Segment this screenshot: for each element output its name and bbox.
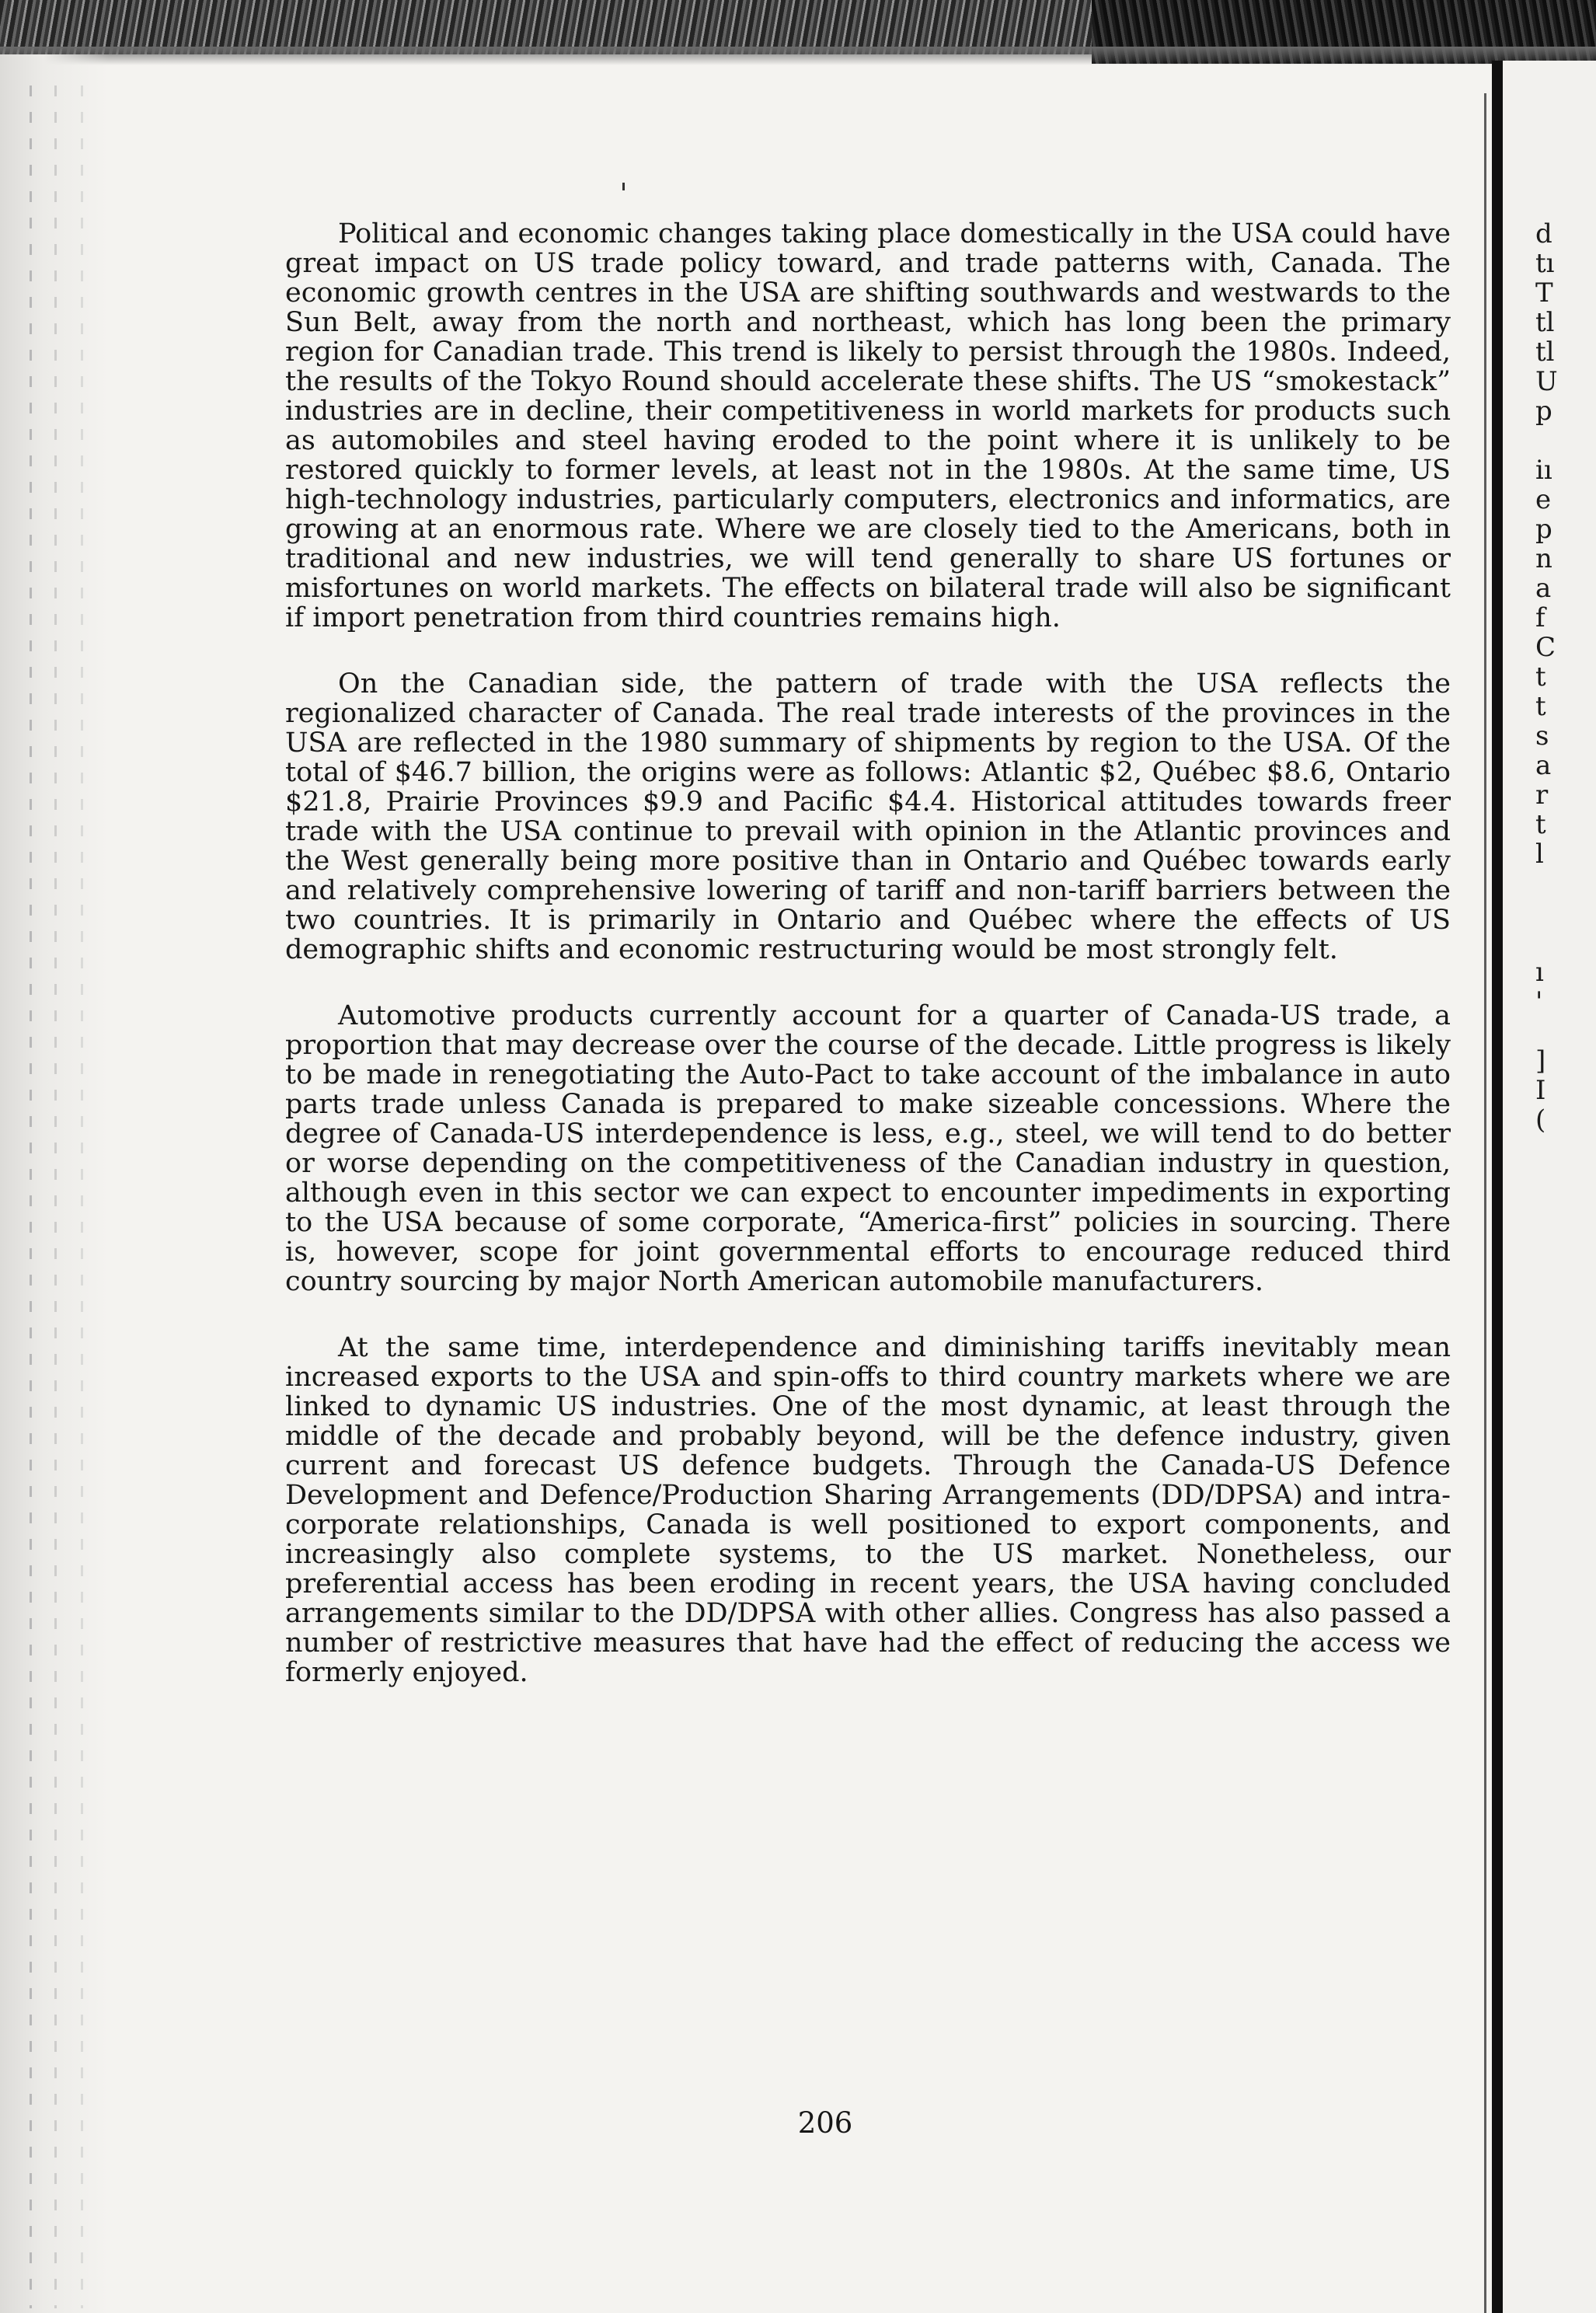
facing-page-line: e xyxy=(1535,484,1552,515)
facing-page-line: T xyxy=(1535,277,1553,309)
facing-page-line: l xyxy=(1535,839,1544,870)
page-number: 206 xyxy=(797,2106,853,2140)
facing-page-line xyxy=(1535,928,1596,958)
book-binding-edge xyxy=(1492,61,1503,2313)
paragraph-canadian-side: On the Canadian side, the pattern of trade with the USA reflects the regionalized character of Canada. The real trade interests of the provinces in the USA are reflected in the 1980 summary of shipments by region to the USA. Of the total of $46.7 billion, the origins were as follows: Atlantic $2, Québec $8.6, Ontario $21.8, Prairie Provinces $9.9 and Pacific $4.4. Historical attitudes towards freer trade with the USA continue to prevail with opinion in the Atlantic provinces and the West generally being more positive than in Ontario and Québec towards early and relatively comprehensive lowering of tariff and non-tariff barriers between the two countries. It is primarily in Ontario and Québec where the effects of US demographic shifts and economic restructuring would be most strongly felt. xyxy=(285,668,1451,965)
facing-page-line: f xyxy=(1535,602,1545,633)
facing-page-line: ' xyxy=(1535,986,1543,1017)
facing-page-line: r xyxy=(1535,780,1549,811)
facing-page-line: ı xyxy=(1535,957,1544,988)
facing-page-line: p xyxy=(1535,396,1552,427)
facing-page-line: d xyxy=(1535,219,1552,249)
facing-page-line: a xyxy=(1535,750,1552,781)
facing-page-line: U xyxy=(1535,366,1558,397)
facing-page-line: s xyxy=(1535,720,1549,752)
facing-page-line: a xyxy=(1535,573,1552,604)
facing-page-line: C xyxy=(1535,632,1556,663)
facing-page-line xyxy=(1535,426,1596,455)
binding-shadow-line xyxy=(1484,93,1486,2313)
gutter-speckle-line xyxy=(30,85,32,2308)
facing-page-line xyxy=(1535,1017,1596,1046)
facing-page-line: t xyxy=(1535,691,1546,722)
page-body xyxy=(285,219,1451,1687)
facing-page-line: tl xyxy=(1535,307,1555,338)
facing-page-line: n xyxy=(1535,543,1552,574)
gutter-speckle-line xyxy=(54,85,57,2308)
facing-page-line xyxy=(1535,898,1596,928)
print-mark xyxy=(622,183,625,190)
facing-page-line: iı xyxy=(1535,455,1552,486)
gutter-speckle-line xyxy=(81,85,83,2308)
facing-page-line: ( xyxy=(1535,1104,1546,1135)
facing-page-line xyxy=(1535,869,1596,898)
facing-page-line: ] xyxy=(1535,1045,1546,1076)
facing-page-line: t xyxy=(1535,661,1546,693)
facing-page-line: t xyxy=(1535,809,1546,840)
left-page-gutter xyxy=(0,54,109,2313)
facing-page-line: p xyxy=(1535,514,1552,545)
facing-page-line: tl xyxy=(1535,337,1555,368)
paragraph-defence-industry: At the same time, interdependence and diminishing tariffs inevitably mean increased exports to the USA and spin-offs to third country markets where we are linked to dynamic US industries. One of the most dynamic, at least through the middle of the decade and probably beyond, will be the defence industry, given current and forecast US defence budgets. Through the Canada-US Defence Development and Defence/Production Sharing Arrangements (DD/DPSA) and intra-corporate relationships, Canada is well positioned to export components, and increasingly also complete systems, to the US market. Nonetheless, our preferential access has been eroding in recent years, the USA having concluded arrangements similar to the DD/DPSA with other allies. Congress has also passed a number of restrictive measures that have had the effect of reducing the access we formerly enjoyed. xyxy=(285,1332,1451,1688)
facing-page-text-fragments xyxy=(1535,219,1596,1135)
page-top-shadow xyxy=(0,47,1596,65)
facing-page-line: tı xyxy=(1535,248,1555,279)
paragraph-automotive-products: Automotive products currently account for a quarter of Canada-US trade, a proportion that may decrease over the course of the decade. Little progress is likely to be made in renegotiating the Auto-Pact to take account of the imbalance in auto parts trade unless Canada is prepared to make sizeable concessions. Where the degree of Canada-US interdependence is less, e.g., steel, we will tend to do better or worse depending on the competitiveness of the Canadian industry in question, although even in this sector we can expect to encounter impediments in exporting to the USA because of some corporate, “America-first” policies in sourcing. There is, however, scope for joint governmental efforts to encourage reduced third country sourcing by major North American automobile manufacturers. xyxy=(285,1000,1451,1297)
facing-page-line: I xyxy=(1535,1075,1546,1106)
paragraph-political-economic-changes: Political and economic changes taking place domestically in the USA could have great impact on US trade policy toward, and trade patterns with, Canada. The economic growth centres in the USA are shifting southwards and westwards to the Sun Belt, away from the north and northeast, which has long been the primary region for Canadian trade. This trend is likely to persist through the 1980s. Indeed, the results of the Tokyo Round should accelerate these shifts. The US “smokestack” industries are in decline, their competitiveness in world markets for products such as automobiles and steel having eroded to the point where it is unlikely to be restored quickly to former levels, at least not in the 1980s. At the same time, US high-technology industries, particularly computers, electronics and informatics, are growing at an enormous rate. Where we are closely tied to the Americans, both in traditional and new industries, we will tend generally to share US fortunes or misfortunes on world markets. The effects on bilateral trade will also be significant if import penetration from third countries remains high. xyxy=(285,218,1451,633)
